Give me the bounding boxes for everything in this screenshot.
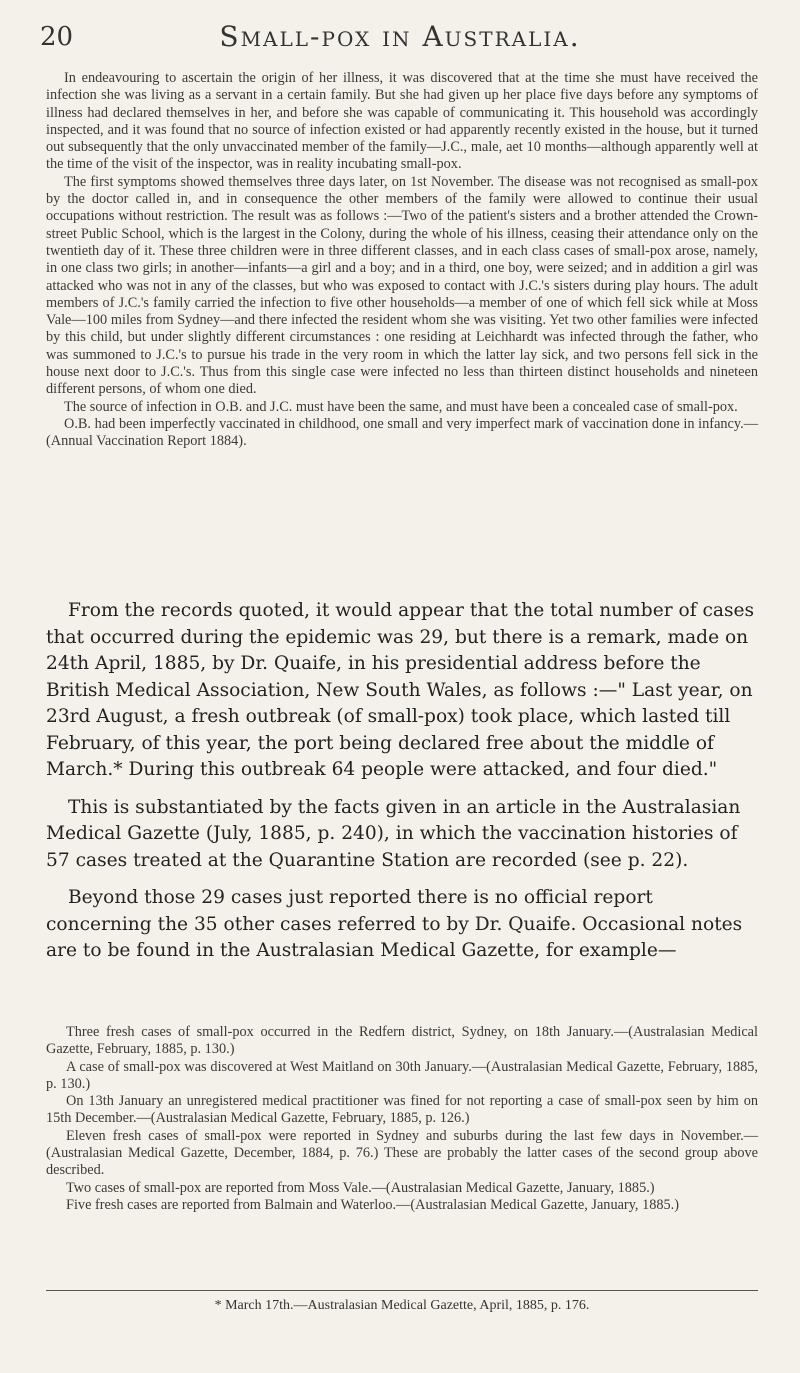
footnote: * March 17th.—Australasian Medical Gazette, April, 1885, p. 176.: [214, 1298, 590, 1313]
gazette-note: A case of small-pox was discovered at West Maitland on 30th January.—(Australasian Medical Gazette, February, 1885, p. 130.): [46, 1058, 758, 1092]
case-narrative: [46, 70, 758, 451]
gazette-note: Eleven fresh cases of small-pox were reported in Sydney and suburbs during the last few days in November.—(Australasian Medical Gazette, December, 1884, p. 76.) These are probably the latter cases of the second group above described.: [46, 1127, 758, 1179]
narrative-paragraph: O.B. had been imperfectly vaccinated in childhood, one small and very imperfect mark of vaccination done in infancy.—(Annual Vaccination Report 1884).: [46, 415, 758, 450]
narrative-paragraph: In endeavouring to ascertain the origin of her illness, it was discovered that at the time she must have received the infection she was living as a servant in a certain family. But she had given up her place five days before any symptoms of illness had declared themselves in her, and before she was capable of communicating it. This household was accordingly inspected, and it was found that no source of infection existed or had apparently recently existed in the house, but it turned out subsequently that the only unvaccinated member of the family—J.C., male, aet 10 months—although apparently well at the time of the visit of the inspector, was in reality incubating small-pox.: [46, 70, 758, 173]
page-header: [40, 20, 760, 60]
gazette-note: On 13th January an unregistered medical practitioner was fined for not reporting a case of small-pox seen by him on 15th December.—(Australasian Medical Gazette, February, 1885, p. 126.): [46, 1093, 758, 1127]
main-text: [46, 598, 758, 965]
gazette-note: Three fresh cases of small-pox occurred in the Redfern district, Sydney, on 18th January.—(Australasian Medical Gazette, February, 1885, p. 130.): [46, 1024, 758, 1058]
body-paragraph: This is substantiated by the facts given in an article in the Australasian Medical Gazette (July, 1885, p. 240), in which the vaccination histories of 57 cases treated at the Quarantine Station are recorded (see p. 22).: [46, 796, 741, 871]
footnote-rule: [46, 1290, 758, 1291]
gazette-notes: [46, 1024, 758, 1214]
gazette-note: Two cases of small-pox are reported from Moss Vale.—(Australasian Medical Gazette, January, 1885.): [66, 1179, 655, 1196]
body-paragraph: From the records quoted, it would appear that the total number of cases that occurred during the epidemic was 29, but there is a remark, made on 24th April, 1885, by Dr. Quaife, in his presidential address before the British Medical Association, New South Wales, as follows :—" Last year, on 23rd August, a fresh outbreak (of small-pox) took place, which lasted till February, of this year, the port being declared free about the middle of March.* During this outbreak 64 people were attacked, and four died.": [46, 600, 755, 780]
narrative-paragraph: The first symptoms showed themselves three days later, on 1st November. The disease was not recognised as small-pox by the doctor called in, and in consequence the other members of the family were allowed to continue their usual occupations without restriction. The result was as follows :—Two of the patient's sisters and a brother attended the Crown-street Public School, which is the largest in the Colony, during the whole of his illness, ceasing their attendance only on the twentieth day of it. These three children were in three different classes, and in each class cases of small-pox arose, namely, in one class two girls; in another—infants—a girl and a boy; and in a third, one boy, were seized; and in addition a girl was attacked who was not in any of the classes, but who was exposed to contact with J.C.'s sisters during play hours. The adult members of J.C.'s family carried the infection to five other households—a member of one of which fell sick while at Moss Vale—100 miles from Sydney—and there infected the resident whom she was visiting. Yet two other families were infected by this child, but under slightly different circumstances : one residing at Leichhardt was infected through the father, who was summoned to J.C.'s to pursue his trade in the very room in which the latter lay sick, and two persons fell sick in the house next door to J.C.'s. Thus from this single case were infected no less than thirteen distinct households and nineteen different persons, of whom one died.: [46, 173, 758, 398]
running-title: Small-pox in Australia.: [219, 20, 581, 53]
body-paragraph: Beyond those 29 cases just reported there is no official report concerning the 35 other cases referred to by Dr. Quaife. Occasional notes are to be found in the Australasian Medical Gazette, for example—: [46, 887, 743, 961]
narrative-paragraph: The source of infection in O.B. and J.C. must have been the same, and must have been a concealed case of small-pox.: [64, 398, 738, 415]
page-number: 20: [40, 22, 74, 52]
gazette-note: Five fresh cases are reported from Balmain and Waterloo.—(Australasian Medical Gazette, January, 1885.): [66, 1196, 679, 1213]
